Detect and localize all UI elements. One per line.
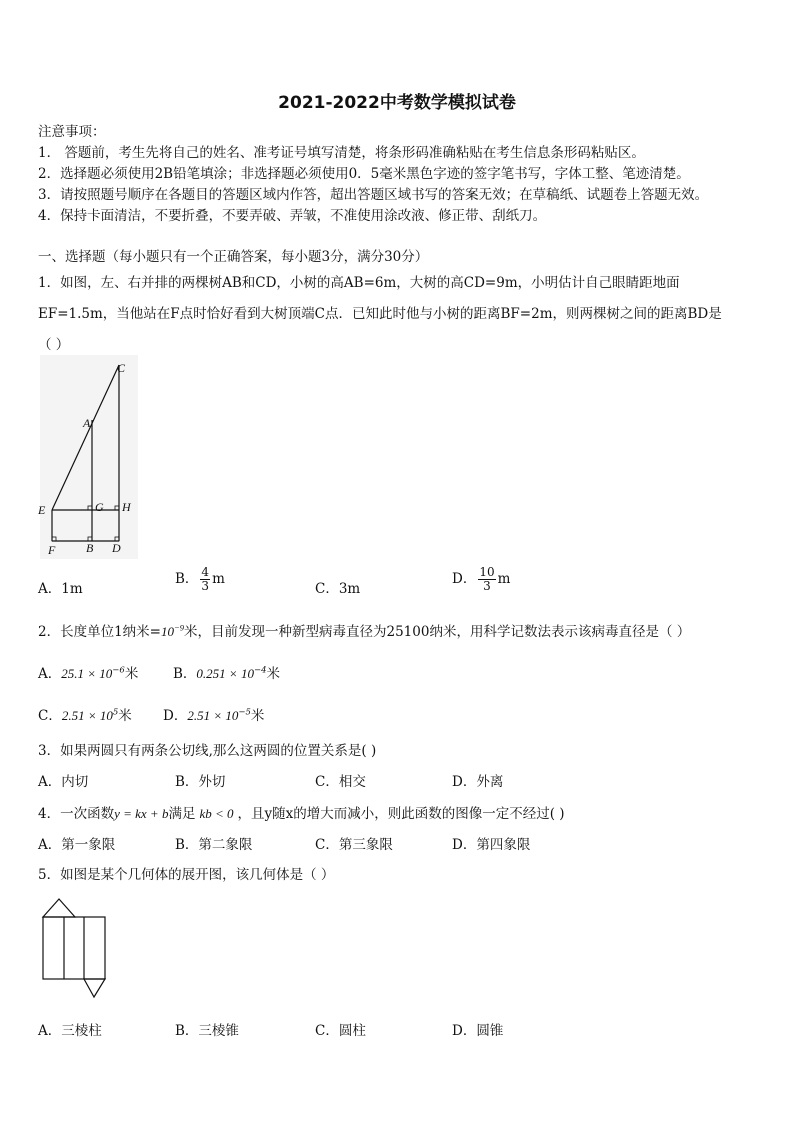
label-h: H: [122, 500, 131, 514]
q2-option-a-exponent: −6: [112, 665, 125, 676]
q4-option-b[interactable]: B．第二象限: [175, 837, 253, 853]
net-bottom-triangle: [84, 979, 105, 997]
q4-condition: kb < 0: [199, 806, 234, 821]
q1-option-d-fraction: [478, 566, 495, 593]
page-title: 2021-2022中考数学模拟试卷: [278, 93, 516, 113]
q2-option-d-exponent: −5: [238, 707, 251, 718]
q2-option-d-unit: 米: [250, 708, 265, 724]
q2-option-b[interactable]: [173, 662, 280, 682]
q2-option-c[interactable]: [38, 704, 132, 724]
label-d: D: [112, 541, 121, 555]
q4-option-d[interactable]: D．第四象限: [452, 837, 531, 853]
q1-line-2: EF=1.5m，当他站在F点时恰好看到大树顶端C点．已知此时他与小树的距离BF=2m，则两棵树之间的距离BD是: [38, 306, 722, 322]
notes-heading: 注意事项：: [38, 124, 106, 140]
q2-stem-post: 米，目前发现一种新型病毒直径为25100纳米，用科学记数法表示该病毒直径是（ ）: [184, 624, 691, 640]
q1-option-d[interactable]: [452, 566, 510, 593]
q1-option-b-unit: m: [212, 571, 225, 587]
q4-option-a[interactable]: A．第一象限: [38, 837, 116, 853]
note-item-2: 2．选择题必须使用2B铅笔填涂；非选择题必须使用0．5毫米黑色字迹的签字笔书写，字体工整、笔迹清楚。: [38, 166, 690, 182]
q2-option-d[interactable]: [163, 704, 264, 724]
q4-stem-post: ，且y随x的增大而减小，则此函数的图像一定不经过( ): [237, 806, 565, 822]
q3-option-a[interactable]: A．内切: [38, 774, 89, 790]
q1-option-b[interactable]: [175, 566, 225, 593]
fraction-numerator: 10: [479, 565, 495, 579]
q2-stem: [38, 620, 690, 640]
q1-option-c[interactable]: C．3m: [315, 581, 361, 597]
q2-option-d-value: 2.51 × 10: [187, 708, 239, 723]
q1-option-b-fraction: [200, 566, 210, 593]
q5-option-a[interactable]: A．三棱柱: [38, 1023, 102, 1039]
q5-option-b[interactable]: B．三棱锥: [175, 1023, 239, 1039]
net-rectangles: [43, 917, 105, 979]
q4-stem-mid: 满足: [168, 806, 196, 822]
q2-option-b-label: B．: [173, 666, 197, 682]
net-top-triangle: [43, 899, 75, 917]
q2-option-a-value: 25.1 × 10: [61, 666, 113, 681]
fraction-numerator: 4: [201, 565, 210, 579]
label-b: B: [86, 541, 94, 555]
q2-option-a[interactable]: [38, 662, 138, 682]
label-g: G: [95, 500, 104, 514]
note-item-4: 4．保持卡面清洁，不要折叠，不要弄破、弄皱，不准使用涂改液、修正带、刮纸刀。: [38, 208, 547, 224]
q2-option-c-label: C．: [38, 708, 62, 724]
q3-option-d[interactable]: D．外离: [452, 774, 504, 790]
q2-unit-base: 10: [161, 624, 174, 639]
note-item-1: 1． 答题前，考生先将自己的姓名、准考证号填写清楚，将条形码准确粘贴在考生信息条形码粘贴区。: [38, 145, 645, 161]
q2-option-c-value: 2.51 × 10: [61, 708, 113, 723]
figure-background: [40, 355, 138, 559]
q2-option-b-unit: 米: [266, 666, 280, 682]
label-c: C: [117, 361, 126, 375]
q1-trees-figure: [30, 355, 150, 560]
q3-option-b[interactable]: B．外切: [175, 774, 226, 790]
q2-stem-pre: 2．长度单位1纳米=: [38, 624, 161, 640]
label-e: E: [38, 503, 46, 517]
note-item-3: 3．请按照题号顺序在各题目的答题区域内作答，超出答题区域书写的答案无效；在草稿纸、试题卷上答题无效。: [38, 187, 709, 203]
fraction-denominator: 3: [201, 579, 210, 593]
q4-stem-pre: 4．一次函数: [38, 806, 115, 822]
q4-function-expression: y = kx + b: [114, 806, 169, 821]
label-a: A: [83, 416, 91, 430]
q2-unit-exponent: −9: [174, 622, 184, 633]
q2-option-c-unit: 米: [118, 708, 132, 724]
q1-option-d-label: D．: [452, 571, 477, 587]
q3-stem: 3．如果两圆只有两条公切线,那么这两圆的位置关系是( ): [38, 743, 377, 759]
q2-option-d-label: D．: [163, 708, 188, 724]
q2-option-a-unit: 米: [124, 666, 139, 682]
q1-option-b-label: B．: [175, 571, 199, 587]
q5-option-d[interactable]: D．圆锥: [452, 1023, 504, 1039]
q1-line-3: （ ）: [38, 337, 70, 353]
q5-stem: 5．如图是某个几何体的展开图，该几何体是（ ）: [38, 867, 335, 883]
q2-unit-value: [161, 624, 184, 639]
q2-option-b-exponent: −4: [253, 665, 267, 676]
q4-stem: [38, 802, 565, 822]
label-f: F: [48, 543, 56, 557]
q3-option-c[interactable]: C．相交: [315, 774, 366, 790]
q5-option-c[interactable]: C．圆柱: [315, 1023, 366, 1039]
q1-option-a[interactable]: A．1m: [38, 581, 83, 597]
fraction-denominator: 3: [483, 579, 491, 593]
q5-net-figure: [38, 893, 113, 1003]
q1-line-1: 1．如图，左、右并排的两棵树AB和CD，小树的高AB=6m，大树的高CD=9m，小明估计自己眼睛距地面: [38, 275, 680, 291]
q4-option-c[interactable]: C．第三象限: [315, 837, 393, 853]
q2-option-b-value: 0.251 × 10: [196, 666, 254, 681]
q1-option-d-unit: m: [497, 571, 511, 587]
q2-option-a-label: A．: [38, 666, 62, 682]
q2-option-c-exponent: 5: [112, 707, 119, 718]
section-heading: 一、选择题（每小题只有一个正确答案，每小题3分，满分30分）: [38, 249, 429, 265]
